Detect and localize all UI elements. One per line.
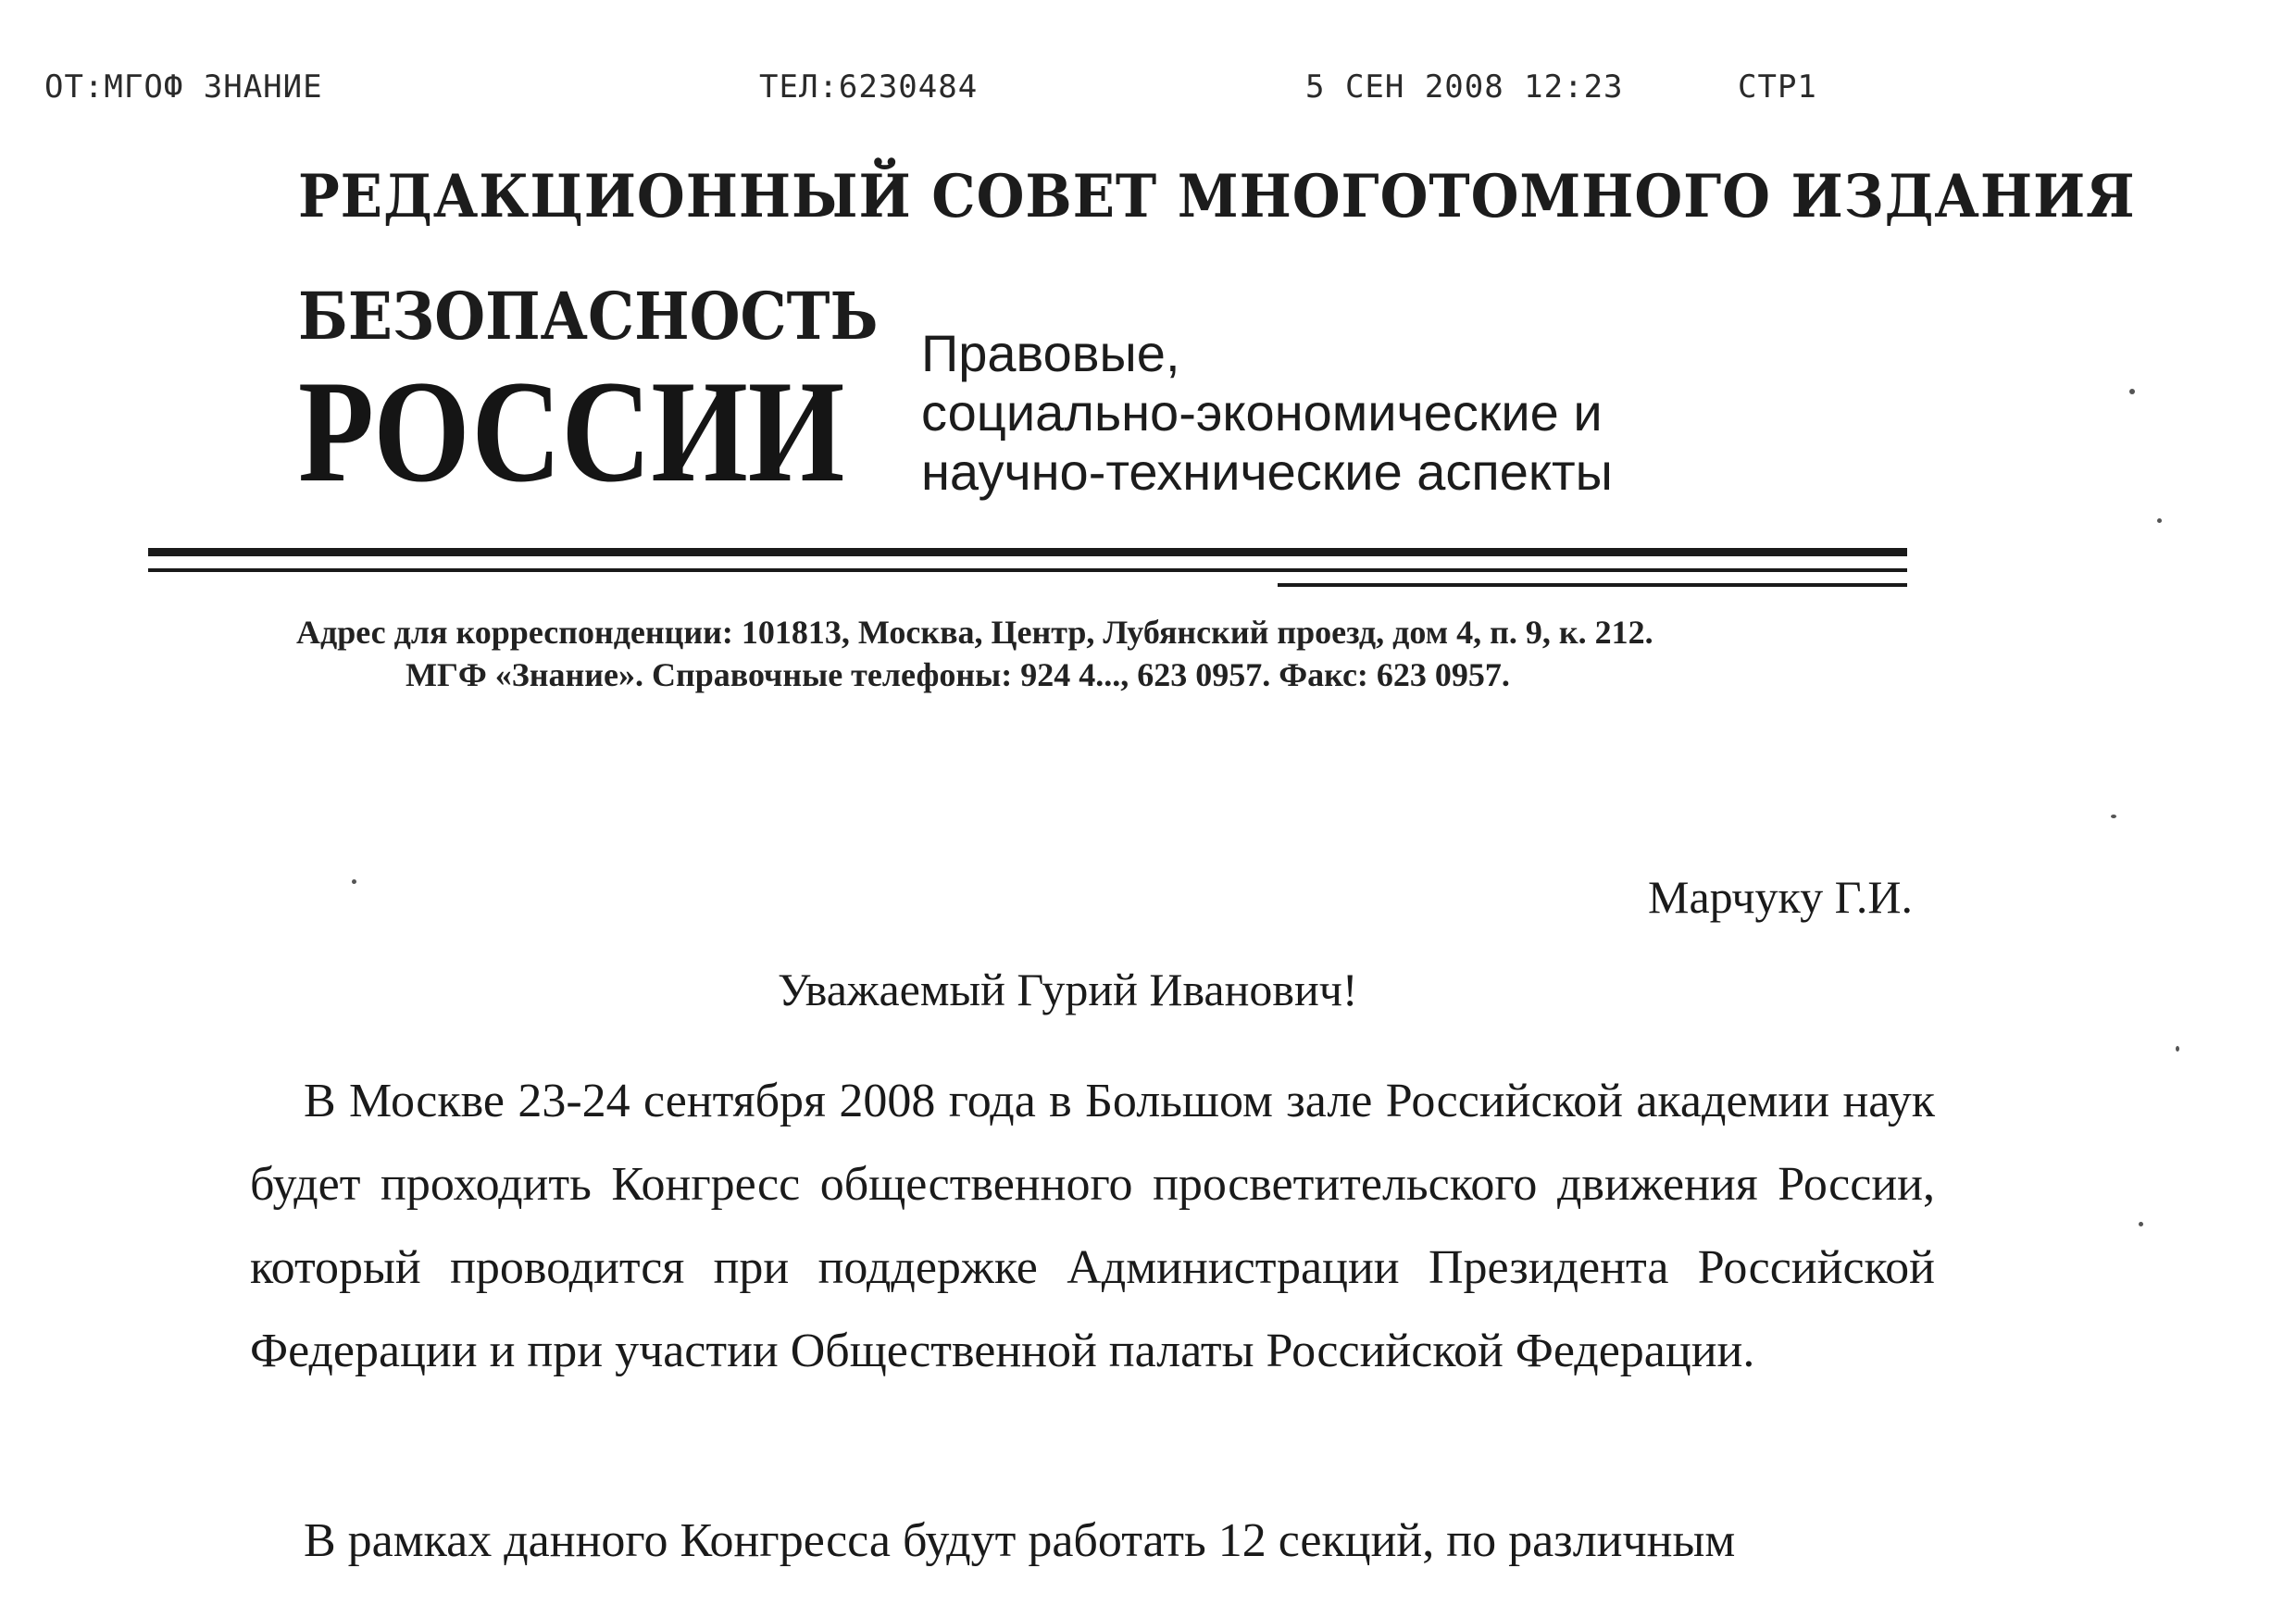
subtitle-line: социально-экономические и xyxy=(921,383,1603,442)
letter-salutation: Уважаемый Гурий Иванович! xyxy=(778,964,1358,1015)
fax-page-number: СТР1 xyxy=(1738,68,1817,106)
scan-speck xyxy=(2129,389,2135,394)
fax-datetime: 5 СЕН 2008 12:23 xyxy=(1305,68,1624,106)
scan-speck xyxy=(2176,1046,2179,1052)
subtitle-line: научно-технические аспекты xyxy=(921,442,1613,501)
fax-sender: ОТ:МГОФ ЗНАНИЕ xyxy=(44,68,323,106)
letter-recipient: Марчуку Г.И. xyxy=(1648,871,1914,923)
fax-header xyxy=(0,68,2296,113)
scan-speck xyxy=(2157,518,2162,523)
letterhead-rule-thick xyxy=(148,548,1907,556)
council-title: РЕДАКЦИОННЫЙ СОВЕТ МНОГОТОМНОГО ИЗДАНИЯ xyxy=(298,162,2136,231)
contact-phones-line: МГФ «Знание». Справочные телефоны: 924 4..., 623 0957. Факс: 623 0957. xyxy=(406,656,1510,693)
correspondence-address xyxy=(296,611,1870,696)
publication-subtitle xyxy=(921,324,1717,502)
subtitle-line: Правовые, xyxy=(921,324,1180,382)
letterhead-rule-thin-right xyxy=(1278,583,1907,587)
letter-paragraph: В рамках данного Конгресса будут работать 12 секций, по различным xyxy=(304,1514,1736,1567)
address-line: Адрес для корреспонденции: 101813, Москва, Центр, Лубянский проезд, дом 4, п. 9, к. 212. xyxy=(296,614,1653,651)
scan-speck xyxy=(352,879,356,884)
scan-speck xyxy=(2111,815,2116,818)
publication-title-line1: БЕЗОПАСНОСТЬ xyxy=(298,278,879,355)
fax-phone: ТЕЛ:6230484 xyxy=(759,68,979,106)
publication-title-line2: РОССИИ xyxy=(298,351,845,513)
scan-speck xyxy=(2139,1222,2143,1226)
letter-paragraph: В Москве 23-24 сентября 2008 года в Большом зале Российской академии наук будет проходить Конгресс общественного просветительского движения России, который проводится при поддержке Администрации Президента Российской Федерации и при участии Общественной палаты Российской Федерации. xyxy=(250,1075,1935,1377)
letterhead-rule-thin xyxy=(148,568,1907,572)
